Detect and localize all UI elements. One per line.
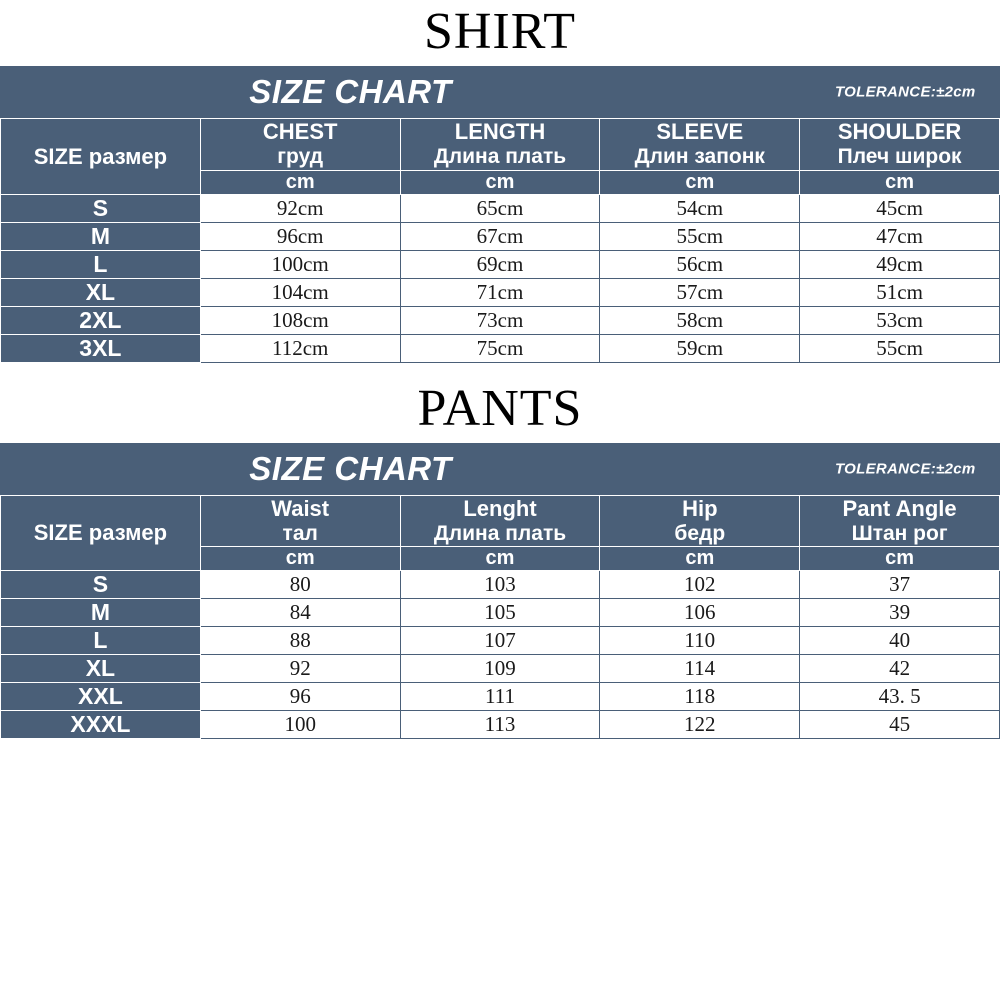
banner-row <box>1 66 1000 119</box>
cell-length: 69cm <box>400 250 600 278</box>
cell-lenght: 109 <box>400 655 600 683</box>
cell-length: 67cm <box>400 222 600 250</box>
column-header-chest-ru: груд <box>277 144 324 168</box>
cell-hip: 114 <box>600 655 800 683</box>
row-size: S <box>1 194 201 222</box>
cell-waist: 80 <box>200 571 400 599</box>
unit-chest: cm <box>200 170 400 194</box>
cell-chest: 104cm <box>200 278 400 306</box>
cell-pant-angle: 45 <box>800 711 1000 739</box>
column-header-hip <box>600 495 800 547</box>
cell-sleeve: 59cm <box>600 334 800 362</box>
cell-pant-angle: 39 <box>800 599 1000 627</box>
unit-sleeve: cm <box>600 170 800 194</box>
row-size: M <box>1 599 201 627</box>
size-chart-table-shirt <box>0 66 1000 363</box>
column-header-pant-angle-ru: Штан рог <box>851 521 948 545</box>
cell-hip: 118 <box>600 683 800 711</box>
table-row <box>1 334 1000 362</box>
unit-hip: cm <box>600 547 800 571</box>
cell-waist: 88 <box>200 627 400 655</box>
cell-sleeve: 54cm <box>600 194 800 222</box>
table-row <box>1 711 1000 739</box>
tolerance-note: TOLERANCE:±2cm <box>834 460 976 478</box>
cell-hip: 106 <box>600 599 800 627</box>
cell-chest: 112cm <box>200 334 400 362</box>
table-row <box>1 627 1000 655</box>
cell-chest: 92cm <box>200 194 400 222</box>
cell-shoulder: 47cm <box>800 222 1000 250</box>
cell-waist: 84 <box>200 599 400 627</box>
banner-row <box>1 443 1000 496</box>
unit-waist: cm <box>200 547 400 571</box>
cell-hip: 122 <box>600 711 800 739</box>
table-row <box>1 250 1000 278</box>
column-header-hip-ru: бедр <box>674 521 726 545</box>
table-row <box>1 278 1000 306</box>
row-size: 3XL <box>1 334 201 362</box>
column-header-hip-en: Hip <box>682 495 718 521</box>
row-size: XXXL <box>1 711 201 739</box>
row-size: XL <box>1 278 201 306</box>
column-header-chest-en: CHEST <box>262 119 338 144</box>
cell-length: 75cm <box>400 334 600 362</box>
table-row <box>1 599 1000 627</box>
table-row <box>1 571 1000 599</box>
column-header-waist-en: Waist <box>271 495 330 521</box>
cell-waist: 92 <box>200 655 400 683</box>
cell-length: 65cm <box>400 194 600 222</box>
column-header-shoulder <box>800 119 1000 171</box>
cell-lenght: 103 <box>400 571 600 599</box>
row-size: M <box>1 222 201 250</box>
page-title-shirt: SHIRT <box>423 3 577 60</box>
column-header-lenght-ru: Длина плать <box>433 521 567 545</box>
cell-lenght: 113 <box>400 711 600 739</box>
column-header-waist <box>200 495 400 547</box>
size-column-header <box>1 119 201 195</box>
header-row <box>1 119 1000 171</box>
cell-sleeve: 56cm <box>600 250 800 278</box>
table-row <box>1 306 1000 334</box>
unit-lenght: cm <box>400 547 600 571</box>
size-header-line1: SIZE <box>33 143 83 169</box>
column-header-shoulder-en: SHOULDER <box>837 119 962 144</box>
unit-length: cm <box>400 170 600 194</box>
cell-pant-angle: 40 <box>800 627 1000 655</box>
cell-chest: 108cm <box>200 306 400 334</box>
size-column-header <box>1 495 201 571</box>
column-header-pant-angle-en: Pant Angle <box>842 495 957 521</box>
banner-cell <box>1 443 1000 496</box>
row-size: XXL <box>1 683 201 711</box>
row-size: S <box>1 571 201 599</box>
cell-pant-angle: 42 <box>800 655 1000 683</box>
header-row <box>1 495 1000 547</box>
cell-chest: 96cm <box>200 222 400 250</box>
tolerance-note: TOLERANCE:±2cm <box>834 83 976 101</box>
size-chart-table-pants <box>0 443 1000 740</box>
cell-chest: 100cm <box>200 250 400 278</box>
column-header-length-ru: Длина плать <box>433 144 567 168</box>
cell-lenght: 107 <box>400 627 600 655</box>
cell-pant-angle: 43. 5 <box>800 683 1000 711</box>
column-header-length <box>400 119 600 171</box>
cell-hip: 110 <box>600 627 800 655</box>
size-header-line1: SIZE <box>33 520 83 546</box>
banner-title: SIZE CHART <box>249 449 452 487</box>
column-header-shoulder-ru: Плеч широк <box>837 144 962 168</box>
size-header-line2: размер <box>88 520 168 546</box>
banner-cell <box>1 66 1000 119</box>
column-header-length-en: LENGTH <box>454 119 546 144</box>
table-row <box>1 683 1000 711</box>
cell-sleeve: 57cm <box>600 278 800 306</box>
cell-shoulder: 45cm <box>800 194 1000 222</box>
table-row <box>1 655 1000 683</box>
column-header-sleeve-ru: Длин запонк <box>634 144 765 168</box>
cell-shoulder: 49cm <box>800 250 1000 278</box>
cell-sleeve: 55cm <box>600 222 800 250</box>
row-size: 2XL <box>1 306 201 334</box>
cell-shoulder: 55cm <box>800 334 1000 362</box>
banner-title: SIZE CHART <box>249 73 452 110</box>
cell-waist: 96 <box>200 683 400 711</box>
cell-pant-angle: 37 <box>800 571 1000 599</box>
cell-sleeve: 58cm <box>600 306 800 334</box>
section-divider <box>0 363 1000 377</box>
unit-pant-angle: cm <box>800 547 1000 571</box>
table-row <box>1 222 1000 250</box>
column-header-lenght-en: Lenght <box>463 495 537 521</box>
cell-length: 73cm <box>400 306 600 334</box>
cell-length: 71cm <box>400 278 600 306</box>
page-title-pants: PANTS <box>417 379 583 437</box>
size-header-line2: размер <box>88 143 168 169</box>
column-header-chest <box>200 119 400 171</box>
unit-shoulder: cm <box>800 170 1000 194</box>
row-size: L <box>1 250 201 278</box>
row-size: L <box>1 627 201 655</box>
column-header-sleeve-en: SLEEVE <box>656 119 744 144</box>
cell-hip: 102 <box>600 571 800 599</box>
table-row <box>1 194 1000 222</box>
cell-shoulder: 51cm <box>800 278 1000 306</box>
cell-lenght: 105 <box>400 599 600 627</box>
column-header-lenght <box>400 495 600 547</box>
cell-waist: 100 <box>200 711 400 739</box>
cell-shoulder: 53cm <box>800 306 1000 334</box>
column-header-sleeve <box>600 119 800 171</box>
column-header-pant-angle <box>800 495 1000 547</box>
column-header-waist-ru: тал <box>282 521 318 545</box>
row-size: XL <box>1 655 201 683</box>
cell-lenght: 111 <box>400 683 600 711</box>
